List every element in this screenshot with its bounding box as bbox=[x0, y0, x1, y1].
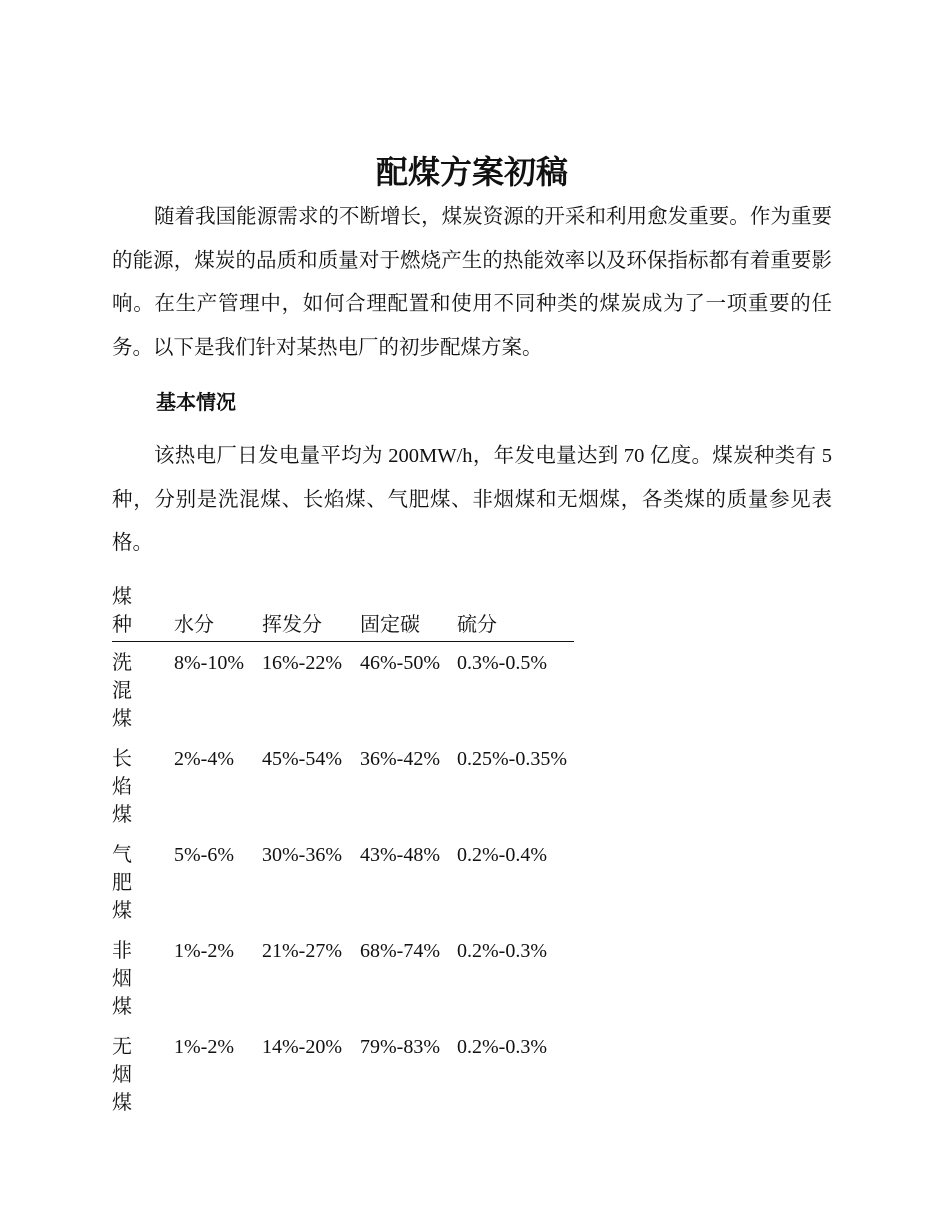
cell-volatile: 21%-27% bbox=[262, 940, 342, 962]
header-moisture: 水分 bbox=[174, 583, 262, 642]
table-row bbox=[112, 931, 574, 1027]
cell-fixed-carbon: 36%-42% bbox=[360, 748, 440, 770]
cell-volatile: 16%-22% bbox=[262, 652, 342, 674]
header-volatile: 挥发分 bbox=[262, 583, 360, 642]
table-header-row bbox=[112, 583, 574, 642]
cell-fixed-carbon: 43%-48% bbox=[360, 844, 440, 866]
table-row bbox=[112, 739, 574, 835]
document-title: 配煤方案初稿 bbox=[375, 153, 568, 191]
cell-fixed-carbon: 46%-50% bbox=[360, 652, 440, 674]
cell-volatile: 45%-54% bbox=[262, 748, 342, 770]
cell-moisture: 1%-2% bbox=[174, 940, 234, 962]
coal-quality-table bbox=[112, 583, 574, 1123]
header-coal-type: 煤种 bbox=[112, 583, 174, 642]
cell-fixed-carbon: 79%-83% bbox=[360, 1036, 440, 1058]
cell-sulfur: 0.3%-0.5% bbox=[457, 652, 547, 674]
cell-moisture: 8%-10% bbox=[174, 652, 244, 674]
section-paragraph: 该热电厂日发电量平均为 200MW/h，年发电量达到 70 亿度。煤炭种类有 5 种，分别是洗混煤、长焰煤、气肥煤、非烟煤和无烟煤，各类煤的质量参见表格。 bbox=[112, 445, 832, 554]
cell-volatile: 30%-36% bbox=[262, 844, 342, 866]
cell-sulfur: 0.25%-0.35% bbox=[457, 748, 567, 770]
cell-coal-type: 无烟煤 bbox=[112, 1036, 132, 1114]
cell-coal-type: 洗混煤 bbox=[112, 652, 132, 730]
cell-volatile: 14%-20% bbox=[262, 1036, 342, 1058]
table-row bbox=[112, 835, 574, 931]
cell-coal-type: 非烟煤 bbox=[112, 940, 132, 1018]
cell-coal-type: 长焰煤 bbox=[112, 748, 132, 826]
header-sulfur: 硫分 bbox=[457, 583, 574, 642]
cell-moisture: 1%-2% bbox=[174, 1036, 234, 1058]
cell-sulfur: 0.2%-0.4% bbox=[457, 844, 547, 866]
intro-paragraph: 随着我国能源需求的不断增长，煤炭资源的开采和利用愈发重要。作为重要的能源，煤炭的品质和质量对于燃烧产生的热能效率以及环保指标都有着重要影响。在生产管理中，如何合理配置和使用不同种类的煤炭成为了一项重要的任务。以下是我们针对某热电厂的初步配煤方案。 bbox=[112, 206, 832, 359]
cell-fixed-carbon: 68%-74% bbox=[360, 940, 440, 962]
table-row bbox=[112, 642, 574, 740]
cell-sulfur: 0.2%-0.3% bbox=[457, 1036, 547, 1058]
cell-moisture: 2%-4% bbox=[174, 748, 234, 770]
table-row bbox=[112, 1027, 574, 1123]
cell-sulfur: 0.2%-0.3% bbox=[457, 940, 547, 962]
section-heading: 基本情况 bbox=[156, 390, 236, 414]
header-fixed-carbon: 固定碳 bbox=[360, 583, 457, 642]
cell-moisture: 5%-6% bbox=[174, 844, 234, 866]
cell-coal-type: 气肥煤 bbox=[112, 844, 132, 922]
